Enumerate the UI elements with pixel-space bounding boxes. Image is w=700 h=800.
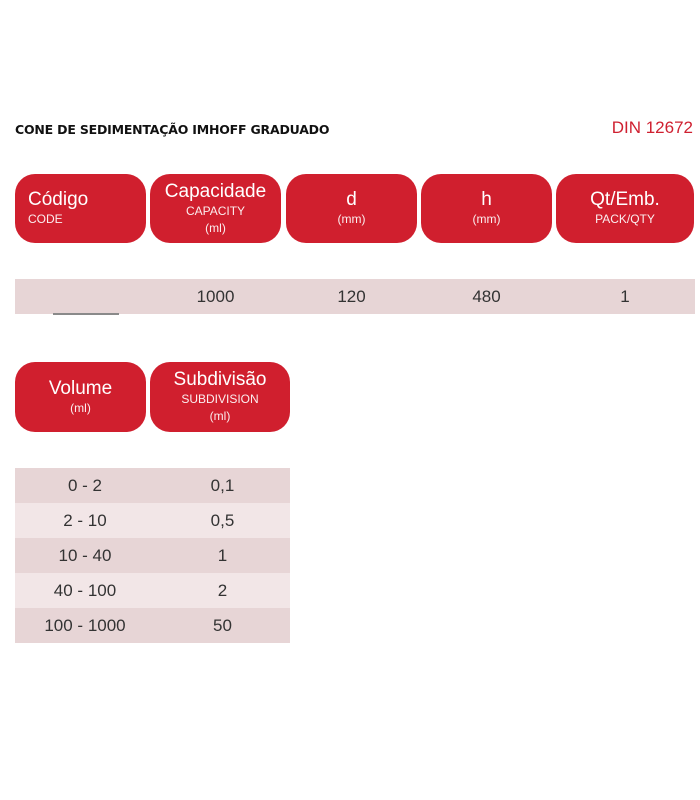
header-capacity-sub: CAPACITY (185, 203, 246, 218)
graduation-row (15, 538, 290, 573)
header-pack-qty-label: Qt/Emb. (590, 189, 660, 210)
header-volume-unit: (ml) (70, 400, 91, 415)
volume-cell: 0 - 2 (67, 475, 103, 495)
header-volume-label: Volume (48, 377, 113, 399)
header-diameter-unit: (mm) (337, 212, 366, 226)
volume-cell: 2 - 10 (63, 510, 107, 530)
subdivision-cell: 0,5 (210, 510, 235, 530)
header-height (421, 174, 552, 243)
header-subdivision-label: Subdivisão (173, 369, 267, 390)
product-capacity-cell: 1000 (196, 287, 235, 306)
product-height-cell: 480 (472, 287, 501, 306)
product-code-underline (53, 313, 119, 315)
header-height-unit: (mm) (472, 212, 501, 226)
header-capacity (150, 174, 281, 243)
header-code-sub: CODE (28, 212, 63, 226)
volume-cell: 40 - 100 (53, 580, 117, 600)
graduation-row (15, 573, 290, 608)
header-subdivision (150, 362, 290, 432)
subdivision-cell: 50 (213, 615, 232, 635)
graduation-row (15, 468, 290, 503)
subdivision-cell: 1 (217, 545, 228, 565)
header-code-label: Código (28, 189, 89, 210)
header-height-label: h (481, 189, 492, 210)
graduation-row (15, 608, 290, 643)
header-pack-qty-sub: PACK/QTY (595, 212, 655, 226)
volume-cell: 100 - 1000 (44, 615, 126, 635)
header-subdivision-sub: SUBDIVISION (181, 392, 259, 406)
header-diameter-label: d (346, 189, 357, 210)
header-diameter (286, 174, 417, 243)
header-subdivision-unit: (ml) (209, 409, 231, 423)
document-title: CONE DE SEDIMENTAÇÃO IMHOFF GRADUADO (15, 122, 330, 137)
header-pack-qty (556, 174, 694, 243)
product-diameter-cell: 120 (337, 287, 366, 306)
product-qty-cell: 1 (620, 287, 630, 306)
header-volume (15, 362, 146, 432)
subdivision-cell: 0,1 (210, 475, 235, 495)
standard-label: DIN 12672 (611, 118, 693, 137)
header-code (15, 174, 146, 243)
header-capacity-unit: (ml) (205, 220, 226, 235)
header-capacity-label: Capacidade (164, 180, 267, 202)
graduation-row (15, 503, 290, 538)
subdivision-cell: 2 (217, 580, 228, 600)
volume-cell: 10 - 40 (58, 545, 112, 565)
